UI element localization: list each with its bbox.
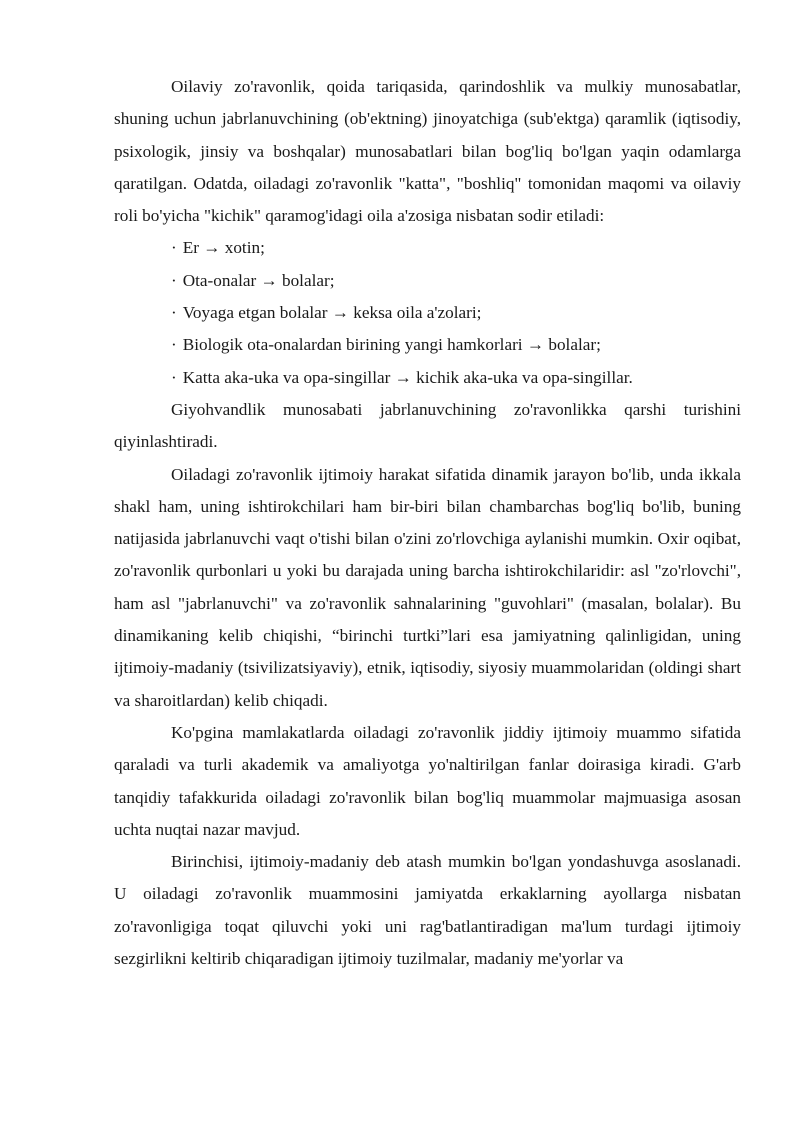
- document-page: [114, 71, 741, 975]
- relation-list: [114, 232, 741, 393]
- paragraph-first-approach: Birinchisi, ijtimoiy-madaniy deb atash mumkin bo'lgan yondashuvga asoslanadi. U oiladagi zo'ravonlik muammosini jamiyatda erkaklarning ayollarga nisbatan zo'ravonligiga toqat qiluvchi yoki uni rag'batlantiradigan ma'lum turdagi ijtimoiy sezgirlikni keltirib chiqaradigan ijtimoiy tuzilmalar, madaniy me'yorlar va: [114, 852, 741, 969]
- list-item: [114, 362, 741, 394]
- bullet-marker: ·: [171, 335, 177, 355]
- paragraph-addiction: Giyohvandlik munosabati jabrlanuvchining zo'ravonlikka qarshi turishini qiyinlashtiradi.: [114, 399, 741, 452]
- paragraph-countries: Ko'pgina mamlakatlarda oiladagi zo'ravonlik jiddiy ijtimoiy muammo sifatida qaraladi va turli akademik va amaliyotga yo'naltirilgan fanlar doirasiga kiradi. G'arb tanqidiy tafakkurida oiladagi zo'ravonlik bilan bog'liq muammolar majmuasiga asosan uchta nuqtai nazar mavjud.: [114, 722, 741, 839]
- list-item-text: Katta aka-uka va opa-singillar → kichik aka-uka va opa-singillar.: [182, 367, 633, 387]
- paragraph-intro: Oilaviy zo'ravonlik, qoida tariqasida, qarindoshlik va mulkiy munosabatlar, shuning uchun jabrlanuvchining (ob'ektning) jinoyatchiga (sub'ektga) qaramlik (iqtisodiy, psixologik, jinsiy va boshqalar) munosabatlari bilan bog'liq bo'lgan yaqin odamlarga qaratilgan. Odatda, oiladagi zo'ravonlik "katta", "boshliq" tomonidan maqomi va oilaviy roli bo'yicha "kichik" qaramog'idagi oila a'zosiga nisbatan sodir etiladi:: [114, 77, 741, 226]
- list-item-text: Biologik ota-onalardan birining yangi hamkorlari → bolalar;: [182, 335, 601, 355]
- list-item-text: Voyaga etgan bolalar → keksa oila a'zolari;: [182, 303, 482, 323]
- bullet-marker: ·: [171, 367, 177, 387]
- list-item: [114, 297, 741, 329]
- list-item: [114, 329, 741, 361]
- paragraph-dynamics: Oiladagi zo'ravonlik ijtimoiy harakat sifatida dinamik jarayon bo'lib, unda ikkala shakl ham, uning ishtirokchilari ham bir-biri bilan chambarchas bog'liq bo'lib, buning natijasida jabrlanuvchi vaqt o'tishi bilan o'zini zo'rlovchiga aylanishi mumkin. Oxir oqibat, zo'ravonlik qurbonlari u yoki bu darajada uning barcha ishtirokchilaridir: asl "zo'rlovchi", ham asl "jabrlanuvchi" va zo'ravonlik sahnalarining "guvohlari" (masalan, bolalar). Bu dinamikaning kelib chiqishi, “birinchi turtki”lari esa jamiyatning qalinligidan, uning ijtimoiy-madaniy (tsivilizatsiyaviy), etnik, iqtisodiy, siyosiy muammolaridan (oldingi shart va sharoitlardan) kelib chiqadi.: [114, 464, 741, 710]
- list-item: [114, 232, 741, 264]
- bullet-marker: ·: [171, 238, 177, 258]
- bullet-marker: ·: [171, 270, 177, 290]
- list-item-text: Er → xotin;: [182, 238, 265, 258]
- bullet-marker: ·: [171, 303, 177, 323]
- list-item: [114, 265, 741, 297]
- list-item-text: Ota-onalar → bolalar;: [182, 270, 335, 290]
